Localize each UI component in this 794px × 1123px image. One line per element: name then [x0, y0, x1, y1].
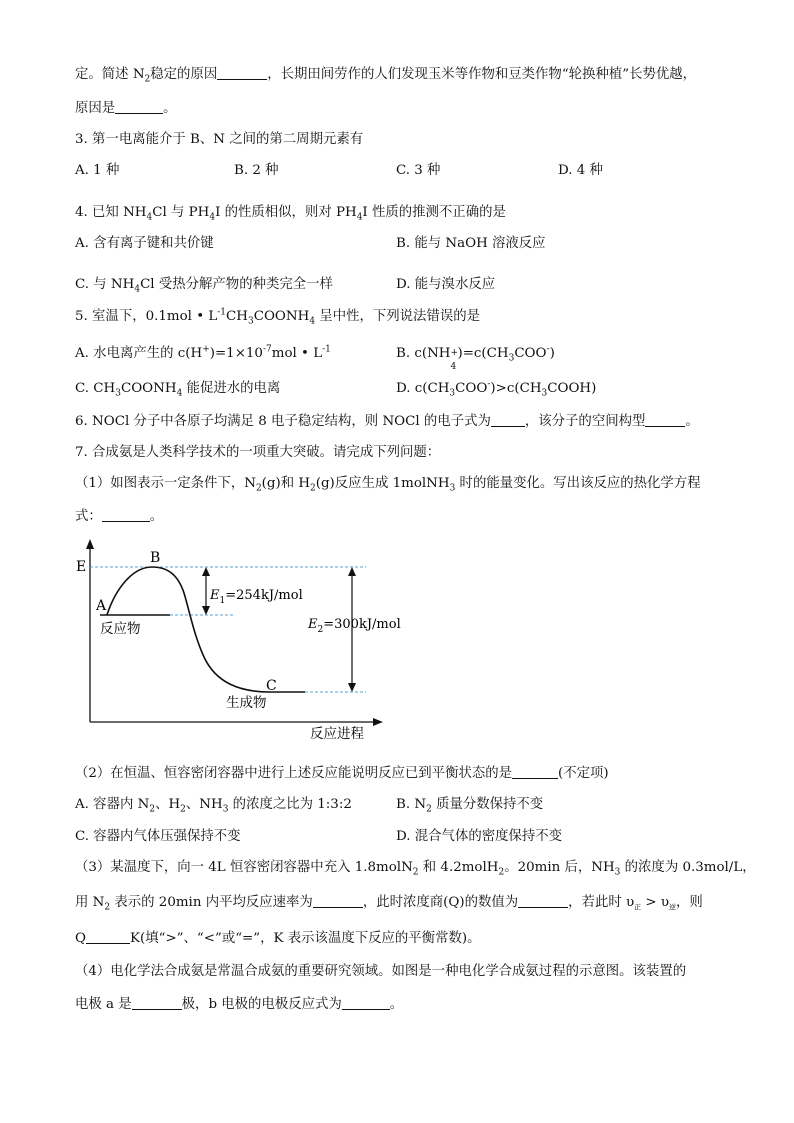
answer-blank[interactable]: [342, 997, 390, 1010]
answer-blank[interactable]: [313, 895, 363, 908]
q7-part2-option-b[interactable]: B. $N_2$ 质量分数保持不变: [396, 797, 544, 815]
q7-part2-option-c[interactable]: C. 容器内气体压强保持不变: [75, 829, 241, 844]
q6-stem: 6. NOCl 分子中各原子均满足 8 电子稳定结构，则 NOCl 的电子式为 ，该分子的空间构型 。: [75, 414, 699, 429]
answer-blank[interactable]: [132, 997, 182, 1010]
y-axis-arrow: [86, 539, 94, 549]
answer-blank[interactable]: [512, 766, 558, 779]
y-axis-label: E: [76, 559, 87, 575]
q4-option-c[interactable]: C. 与 $NH_4Cl$ 受热分解产物的种类完全一样: [75, 277, 333, 295]
q7-part3-line2: 用 $N_2$ 表示的 20min 内平均反应速率为 ，此时浓度商(Q)的数值为 ，若此时 $\upsilon_正 > \upsilon_逆$，则: [75, 895, 703, 913]
q3-option-d[interactable]: D. 4 种: [558, 163, 603, 178]
q7-part2-option-a[interactable]: A. 容器内 $N_2$、$H_2$、$NH_3$ 的浓度之比为 1:3:2: [75, 797, 352, 815]
answer-blank[interactable]: [518, 895, 568, 908]
q4-option-d[interactable]: D. 能与溴水反应: [396, 277, 496, 292]
reactant-label: 反应物: [100, 621, 141, 637]
x-axis-arrow: [373, 718, 383, 726]
answer-blank[interactable]: [645, 414, 685, 427]
q5-option-b[interactable]: B. c(NH + 4 )$=c(CH_3COO^-)$: [396, 344, 555, 372]
q5-option-c[interactable]: C. $CH_3COONH_4$ 能促进水的电离: [75, 381, 281, 399]
q7-part4-line2: 电极 a 是 极，b 电极的电极反应式为 。: [75, 997, 404, 1012]
q4-stem: 4. 已知 $NH_4Cl$ 与 $PH_4I$ 的性质相似，则对 $PH_4I$ 性质的推测不正确的是: [75, 205, 506, 223]
q5-stem: 5. 室温下，0.1mol • $L^{-1}CH_3COONH_4$ 呈中性，下列说法错误的是: [75, 307, 480, 327]
q3-stem: 3. 第一电离能介于 B、N 之间的第二周期元素有: [75, 132, 364, 147]
q4-option-a[interactable]: A. 含有离子键和共价键: [75, 236, 214, 251]
answer-blank[interactable]: [115, 101, 163, 114]
q7-part3-line3: Q K(填“>”、“<”或“=”，K 表示该温度下反应的平衡常数)。: [75, 931, 481, 946]
q7-part2-option-d[interactable]: D. 混合气体的密度保持不变: [396, 829, 563, 844]
q7-part3: （3）某温度下，向一 4L 恒容密闭容器中充入 1.8molN$_2$ 和 4.2molH$_2$。20min 后，$NH_3$ 的浓度为 0.3mol/L，: [75, 860, 756, 878]
energy-diagram: [70, 535, 401, 745]
point-b-label: B: [150, 550, 161, 566]
q4-option-b[interactable]: B. 能与 NaOH 溶液反应: [396, 236, 546, 251]
answer-blank[interactable]: [491, 414, 525, 427]
q2-tail-line1: 定。简述 $N_2$稳定的原因 ，长期田间劳作的人们发现玉米等作物和豆类作物“轮换种植”长势优越，: [75, 67, 697, 85]
q5-option-a[interactable]: A. 水电离产生的 $c(H^+)=1\times 10^{-7}mol$ • $L^{-1}$: [75, 344, 331, 361]
q3-option-b[interactable]: B. 2 种: [234, 163, 279, 178]
q3-option-a[interactable]: A. 1 种: [75, 163, 120, 178]
point-c-label: C: [266, 678, 277, 694]
q7-part2: （2）在恒温、恒容密闭容器中进行上述反应能说明反应已到平衡状态的是 (不定项): [75, 766, 609, 781]
q7-part1: （1）如图表示一定条件下，$N_2(g)$和 $H_2(g)$反应生成 1molNH$_3$ 时的能量变化。写出该反应的热化学方程: [75, 476, 701, 494]
answer-blank[interactable]: [102, 509, 150, 522]
point-a-label: A: [96, 598, 107, 614]
q7-part1-line2: 式： 。: [75, 509, 164, 524]
x-axis-label: 反应进程: [310, 726, 364, 742]
q7-stem: 7. 合成氨是人类科学技术的一项重大突破。请完成下列问题：: [75, 445, 441, 460]
product-label: 生成物: [226, 695, 267, 711]
q7-part4: （4）电化学法合成氨是常温合成氨的重要研究领域。如图是一种电化学合成氨过程的示意图。该装置的: [75, 964, 687, 979]
e2-label: $E_2=300kJ$/mol: [308, 617, 401, 635]
q3-option-c[interactable]: C. 3 种: [396, 163, 441, 178]
q5-option-d[interactable]: D. $c(CH_3COO^-)>c(CH_3COOH)$: [396, 379, 597, 399]
e1-label: $E_1=254kJ$/mol: [210, 588, 303, 606]
answer-blank[interactable]: [217, 67, 267, 80]
q2-tail-line2: 原因是 。: [75, 101, 177, 116]
answer-blank[interactable]: [86, 931, 130, 944]
